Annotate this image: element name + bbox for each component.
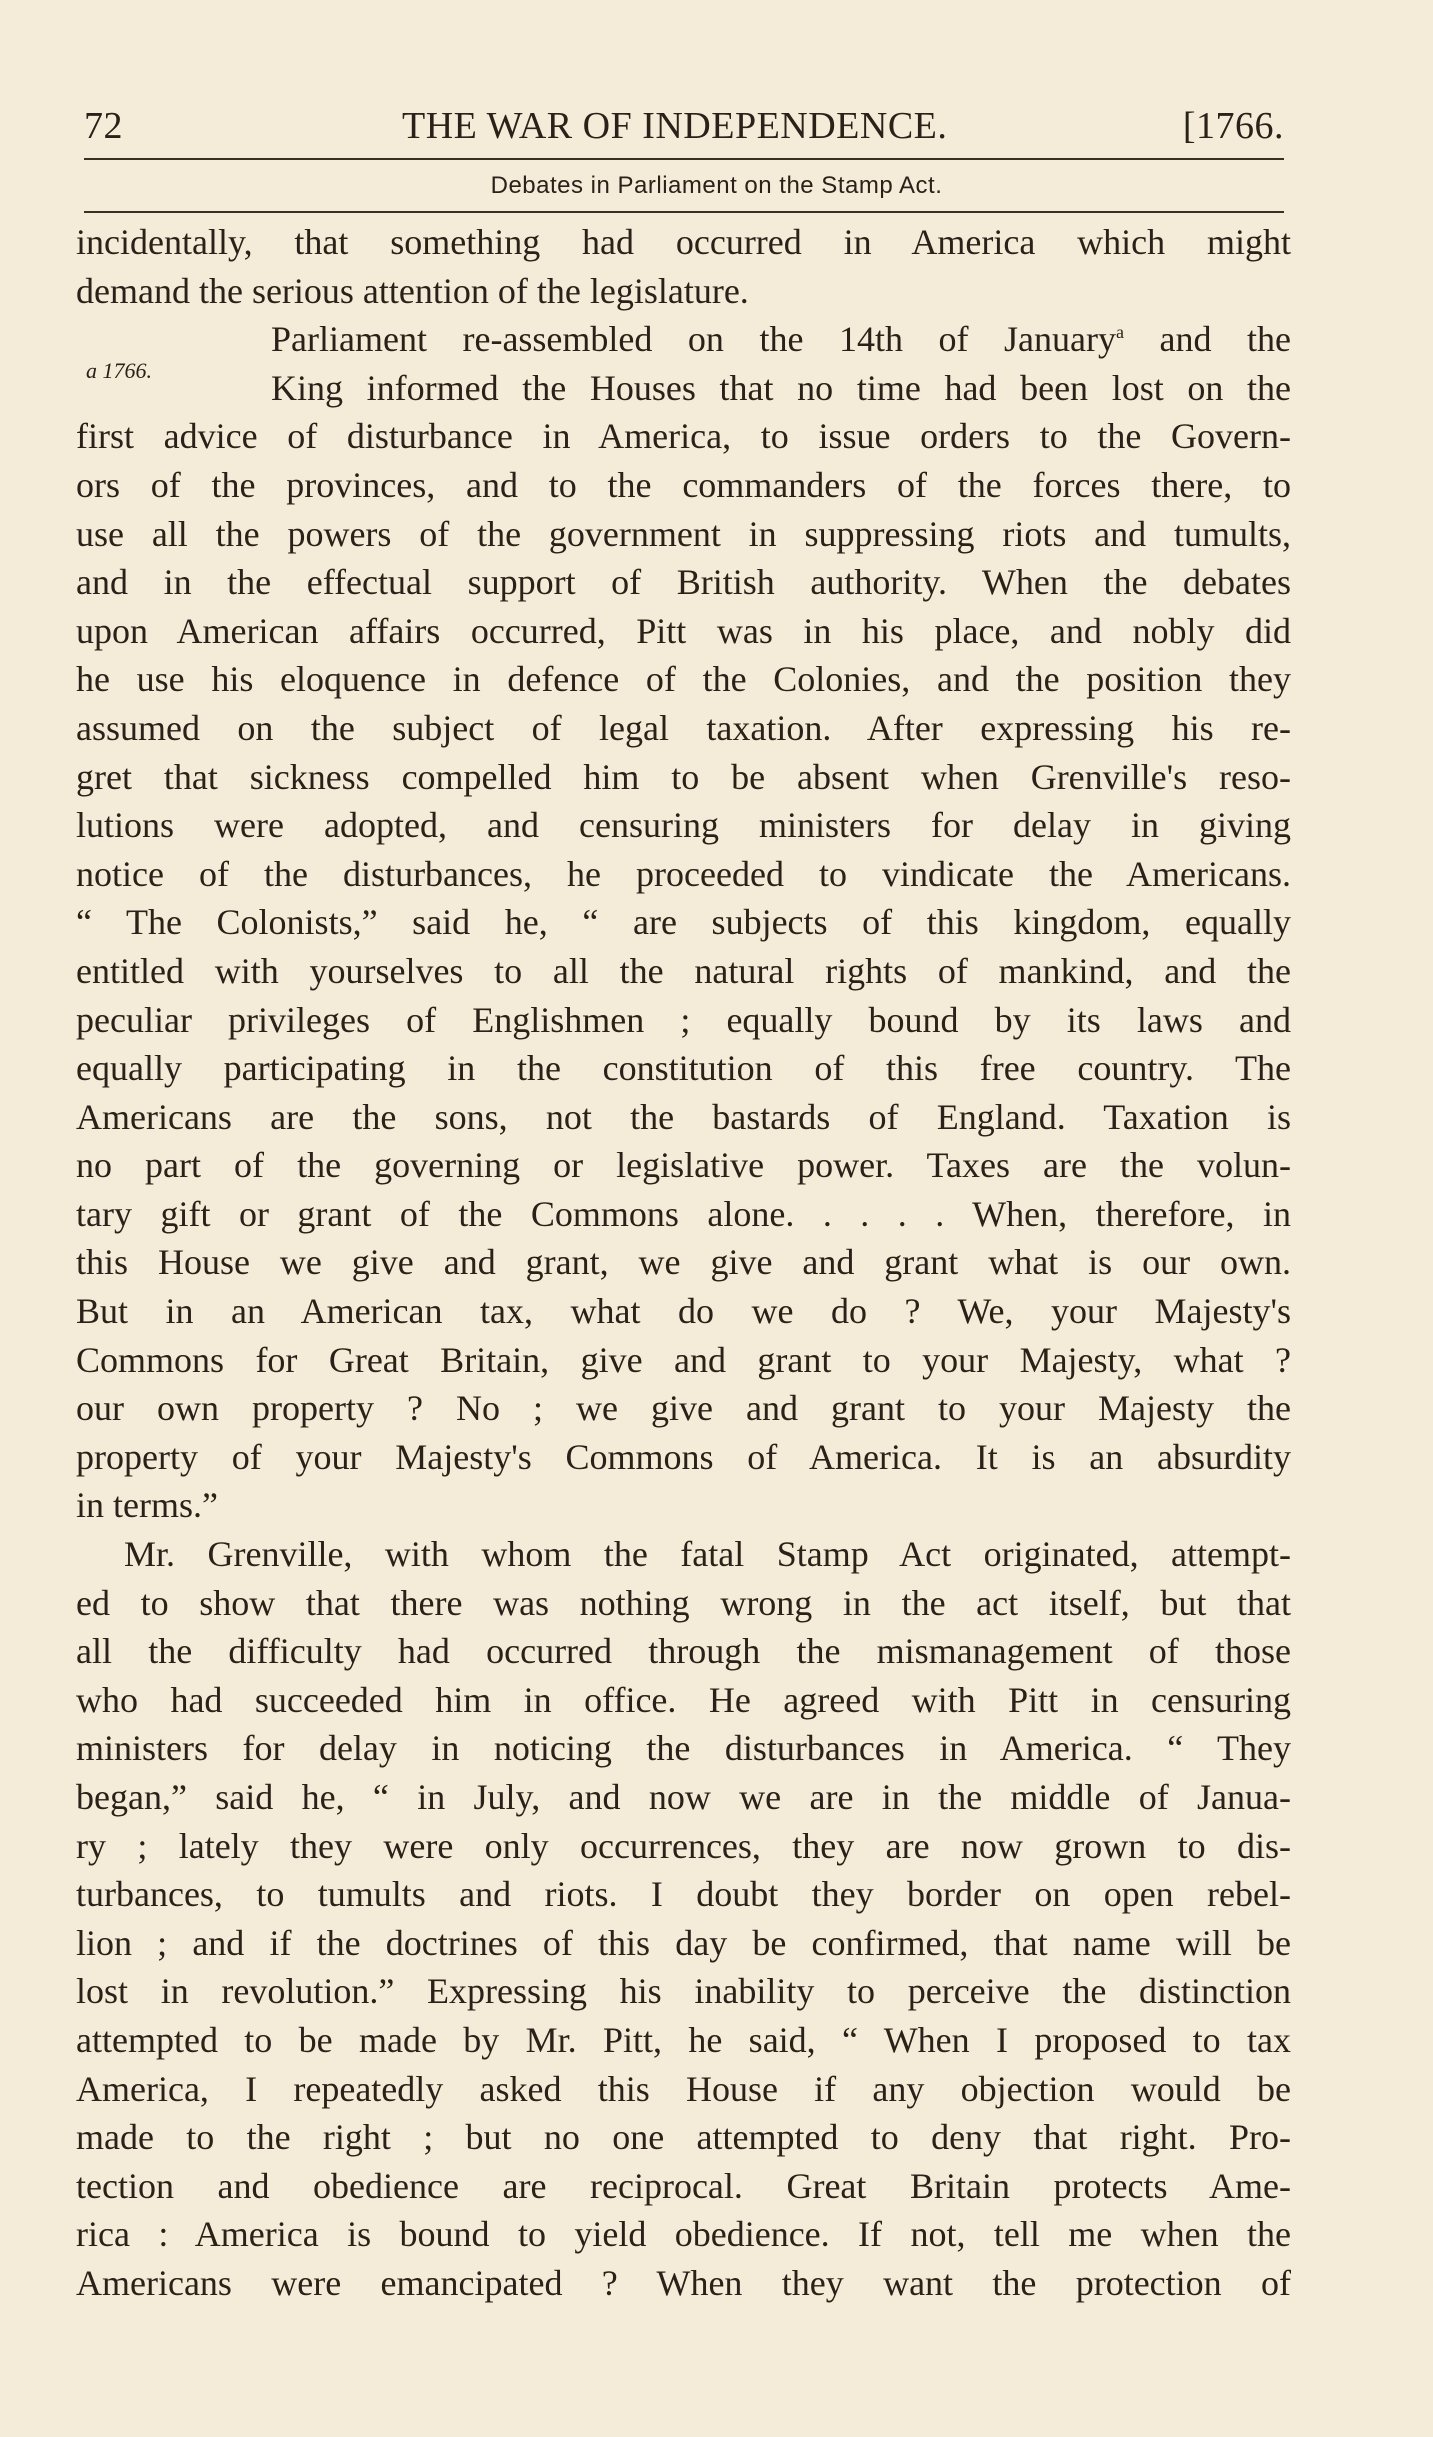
text-line: assumed on the subject of legal taxation. After expressing his re-: [76, 707, 1291, 748]
text-line: in terms.”: [76, 1485, 218, 1526]
text-line: ry ; lately they were only occurrences, they are now grown to dis-: [76, 1825, 1291, 1866]
text-line: Commons for Great Britain, give and grant to your Majesty, what ?: [76, 1339, 1291, 1380]
text-line: property of your Majesty's Commons of America. It is an absurdity: [76, 1436, 1291, 1477]
text-line: lutions were adopted, and censuring ministers for delay in giving: [76, 805, 1291, 846]
text-line: entitled with yourselves to all the natural rights of mankind, and the: [76, 950, 1291, 991]
text-line: But in an American tax, what do we do ? We, your Majesty's: [76, 1291, 1291, 1332]
text-segment: Parliament re-assembled on the 14th of January: [271, 319, 1116, 360]
page-number: 72: [84, 105, 123, 147]
text-line: who had succeeded him in office. He agreed with Pitt in censuring: [76, 1679, 1291, 1720]
body-text: [76, 218, 1291, 2308]
text-line: lion ; and if the doctrines of this day be confirmed, that name will be: [76, 1922, 1291, 1963]
header-rule-top: [84, 158, 1284, 160]
text-line: all the difficulty had occurred through the mismanagement of those: [76, 1631, 1291, 1672]
text-line: notice of the disturbances, he proceeded to vindicate the Americans.: [76, 853, 1291, 894]
text-line: Mr. Grenville, with whom the fatal Stamp Act originated, attempt-: [124, 1534, 1291, 1575]
header-rule-bottom: [84, 211, 1284, 213]
text-line: “ The Colonists,” said he, “ are subjects of this kingdom, equally: [76, 902, 1291, 943]
text-line: peculiar privileges of Englishmen ; equally bound by its laws and: [76, 999, 1291, 1040]
text-line: America, I repeatedly asked this House if any objection would be: [76, 2068, 1291, 2109]
text-line: made to the right ; but no one attempted to deny that right. Pro-: [76, 2117, 1291, 2158]
text-line: turbances, to tumults and riots. I doubt they border on open rebel-: [76, 1874, 1291, 1915]
text-line: Americans are the sons, not the bastards of England. Taxation is: [76, 1096, 1291, 1137]
running-head: [84, 104, 1284, 164]
text-line: Americans were emancipated ? When they want the protection of: [76, 2262, 1291, 2303]
text-line: and in the effectual support of British authority. When the debates: [76, 562, 1291, 603]
text-line: first advice of disturbance in America, to issue orders to the Govern-: [76, 416, 1291, 457]
text-line: no part of the governing or legislative power. Taxes are the volun-: [76, 1145, 1291, 1186]
text-line: attempted to be made by Mr. Pitt, he said, “ When I proposed to tax: [76, 2019, 1291, 2060]
footnote-marker: a: [1115, 322, 1124, 343]
text-line: this House we give and grant, we give and grant what is our own.: [76, 1242, 1291, 1283]
text-line: he use his eloquence in defence of the Colonies, and the position they: [76, 659, 1291, 700]
text-line: tary gift or grant of the Commons alone. . . . . When, therefore, in: [76, 1193, 1291, 1234]
text-segment: and the: [1159, 319, 1291, 360]
text-line: rica : America is bound to yield obedience. If not, tell me when the: [76, 2214, 1291, 2255]
text-line: lost in revolution.” Expressing his inability to perceive the distinction: [76, 1971, 1291, 2012]
section-subheading: Debates in Parliament on the Stamp Act.: [490, 172, 943, 199]
text-line: equally participating in the constitution of this free country. The: [76, 1048, 1291, 1089]
margin-note: a 1766.: [86, 358, 152, 383]
text-line: use all the powers of the government in suppressing riots and tumults,: [76, 513, 1291, 554]
text-line: upon American affairs occurred, Pitt was in his place, and nobly did: [76, 610, 1291, 651]
text-line: King informed the Houses that no time had been lost on the: [271, 367, 1291, 408]
text-line: ed to show that there was nothing wrong in the act itself, but that: [76, 1582, 1291, 1623]
text-line: our own property ? No ; we give and grant to your Majesty the: [76, 1388, 1291, 1429]
text-line: began,” said he, “ in July, and now we are in the middle of Janua-: [76, 1777, 1291, 1817]
year-marker: [1766.: [1182, 105, 1284, 147]
text-line: ors of the provinces, and to the commanders of the forces there, to: [76, 464, 1291, 505]
text-line: incidentally, that something had occurred in America which might: [76, 222, 1291, 262]
book-title: THE WAR OF INDEPENDENCE.: [402, 105, 948, 147]
text-line: gret that sickness compelled him to be absent when Grenville's reso-: [76, 756, 1291, 797]
text-line: [76, 315, 1291, 364]
text-line: tection and obedience are reciprocal. Great Britain protects Ame-: [76, 2165, 1291, 2206]
text-line: ministers for delay in noticing the disturbances in America. “ They: [76, 1728, 1291, 1769]
text-line: demand the serious attention of the legislature.: [76, 270, 749, 311]
